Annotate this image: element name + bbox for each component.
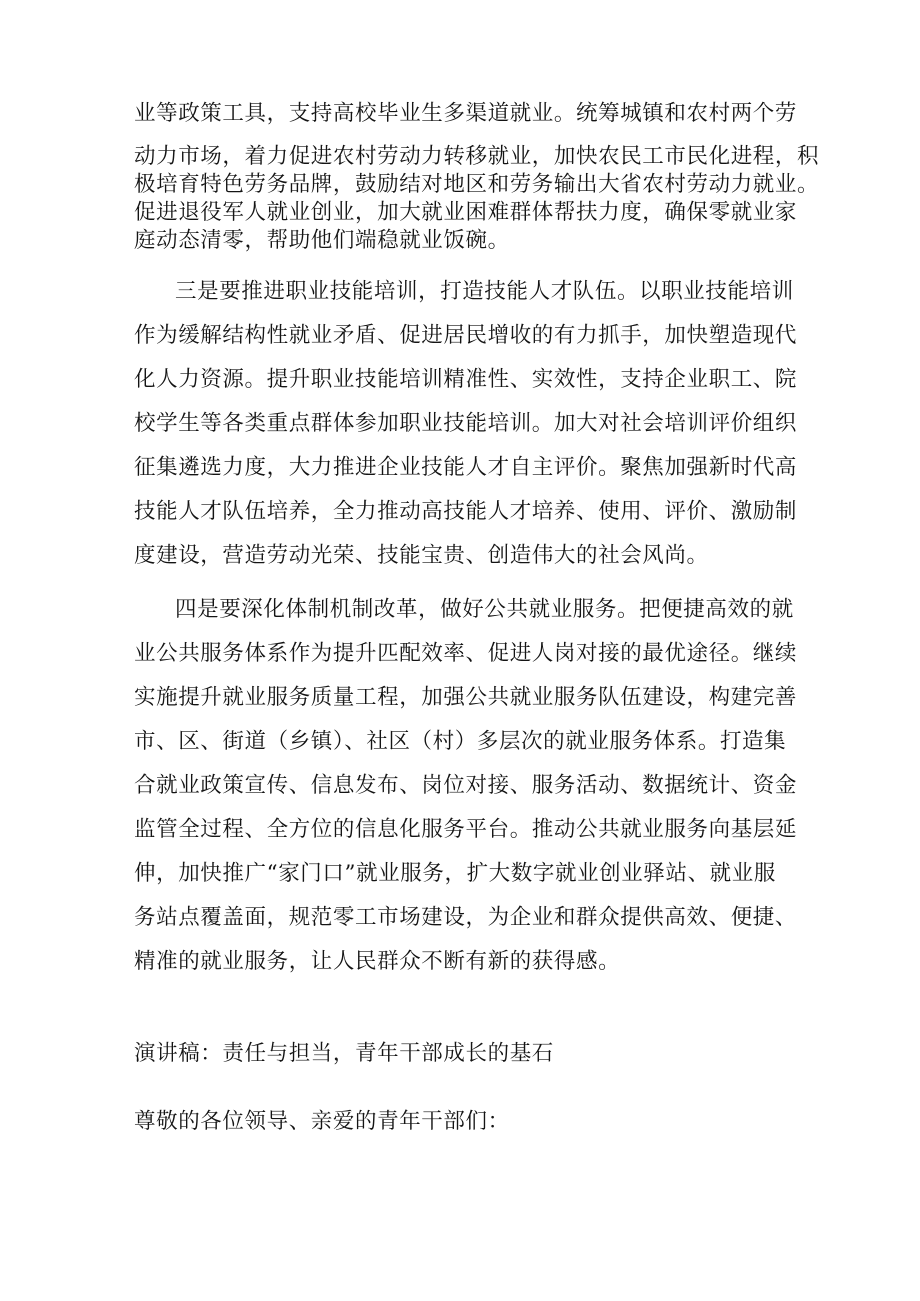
text-line: 动力市场，着力促进农村劳动力转移就业，加快农民工市民化进程，积	[134, 144, 820, 169]
text-line: 业公共服务体系作为提升匹配效率、促进人岗对接的最优途径。继续	[134, 641, 798, 666]
text-line: 度建设，营造劳动光荣、技能宝贵、创造伟大的社会风尚。	[134, 543, 709, 568]
text-line: 精准的就业服务，让人民群众不断有新的获得感。	[134, 949, 621, 974]
text-line: 极培育特色劳务品牌，鼓励结对地区和劳务输出大省农村劳动力就业。	[134, 172, 820, 197]
text-line: 促进退役军人就业创业，加大就业困难群体帮扶力度，确保零就业家	[134, 200, 798, 225]
text-line: 庭动态清零，帮助他们端稳就业饭碗。	[134, 228, 510, 253]
text-line: 技能人才队伍培养，全力推动高技能人才培养、使用、评价、激励制	[134, 499, 798, 524]
speech-title: 演讲稿：责任与担当，青年干部成长的基石	[134, 1041, 554, 1066]
text-line: 校学生等各类重点群体参加职业技能培训。加大对社会培训评价组织	[134, 411, 798, 436]
text-line: 四是要深化体制机制改革，做好公共就业服务。把便捷高效的就	[175, 597, 794, 622]
text-line: 业等政策工具，支持高校毕业生多渠道就业。统筹城镇和农村两个劳	[134, 101, 798, 126]
text-line: 实施提升就业服务质量工程，加强公共就业服务队伍建设，构建完善	[134, 685, 798, 710]
text-line: 化人力资源。提升职业技能培训精准性、实效性，支持企业职工、院	[134, 367, 798, 392]
text-line: 征集遴选力度，大力推进企业技能人才自主评价。聚焦加强新时代高	[134, 455, 798, 480]
text-line: 作为缓解结构性就业矛盾、促进居民增收的有力抓手，加快塑造现代	[134, 323, 798, 348]
salutation: 尊敬的各位领导、亲爱的青年干部们：	[134, 1109, 510, 1134]
text-line: 合就业政策宣传、信息发布、岗位对接、服务活动、数据统计、资金	[134, 773, 798, 798]
text-line: 伸，加快推广“家门口”就业服务，扩大数字就业创业驿站、就业服	[134, 861, 776, 886]
text-line: 市、区、街道（乡镇）、社区（村）多层次的就业服务体系。打造集	[134, 729, 787, 754]
text-line: 务站点覆盖面，规范零工市场建设，为企业和群众提供高效、便捷、	[134, 905, 798, 930]
text-line: 三是要推进职业技能培训，打造技能人才队伍。以职业技能培训	[175, 279, 794, 304]
text-line: 监管全过程、全方位的信息化服务平台。推动公共就业服务向基层延	[134, 817, 798, 842]
